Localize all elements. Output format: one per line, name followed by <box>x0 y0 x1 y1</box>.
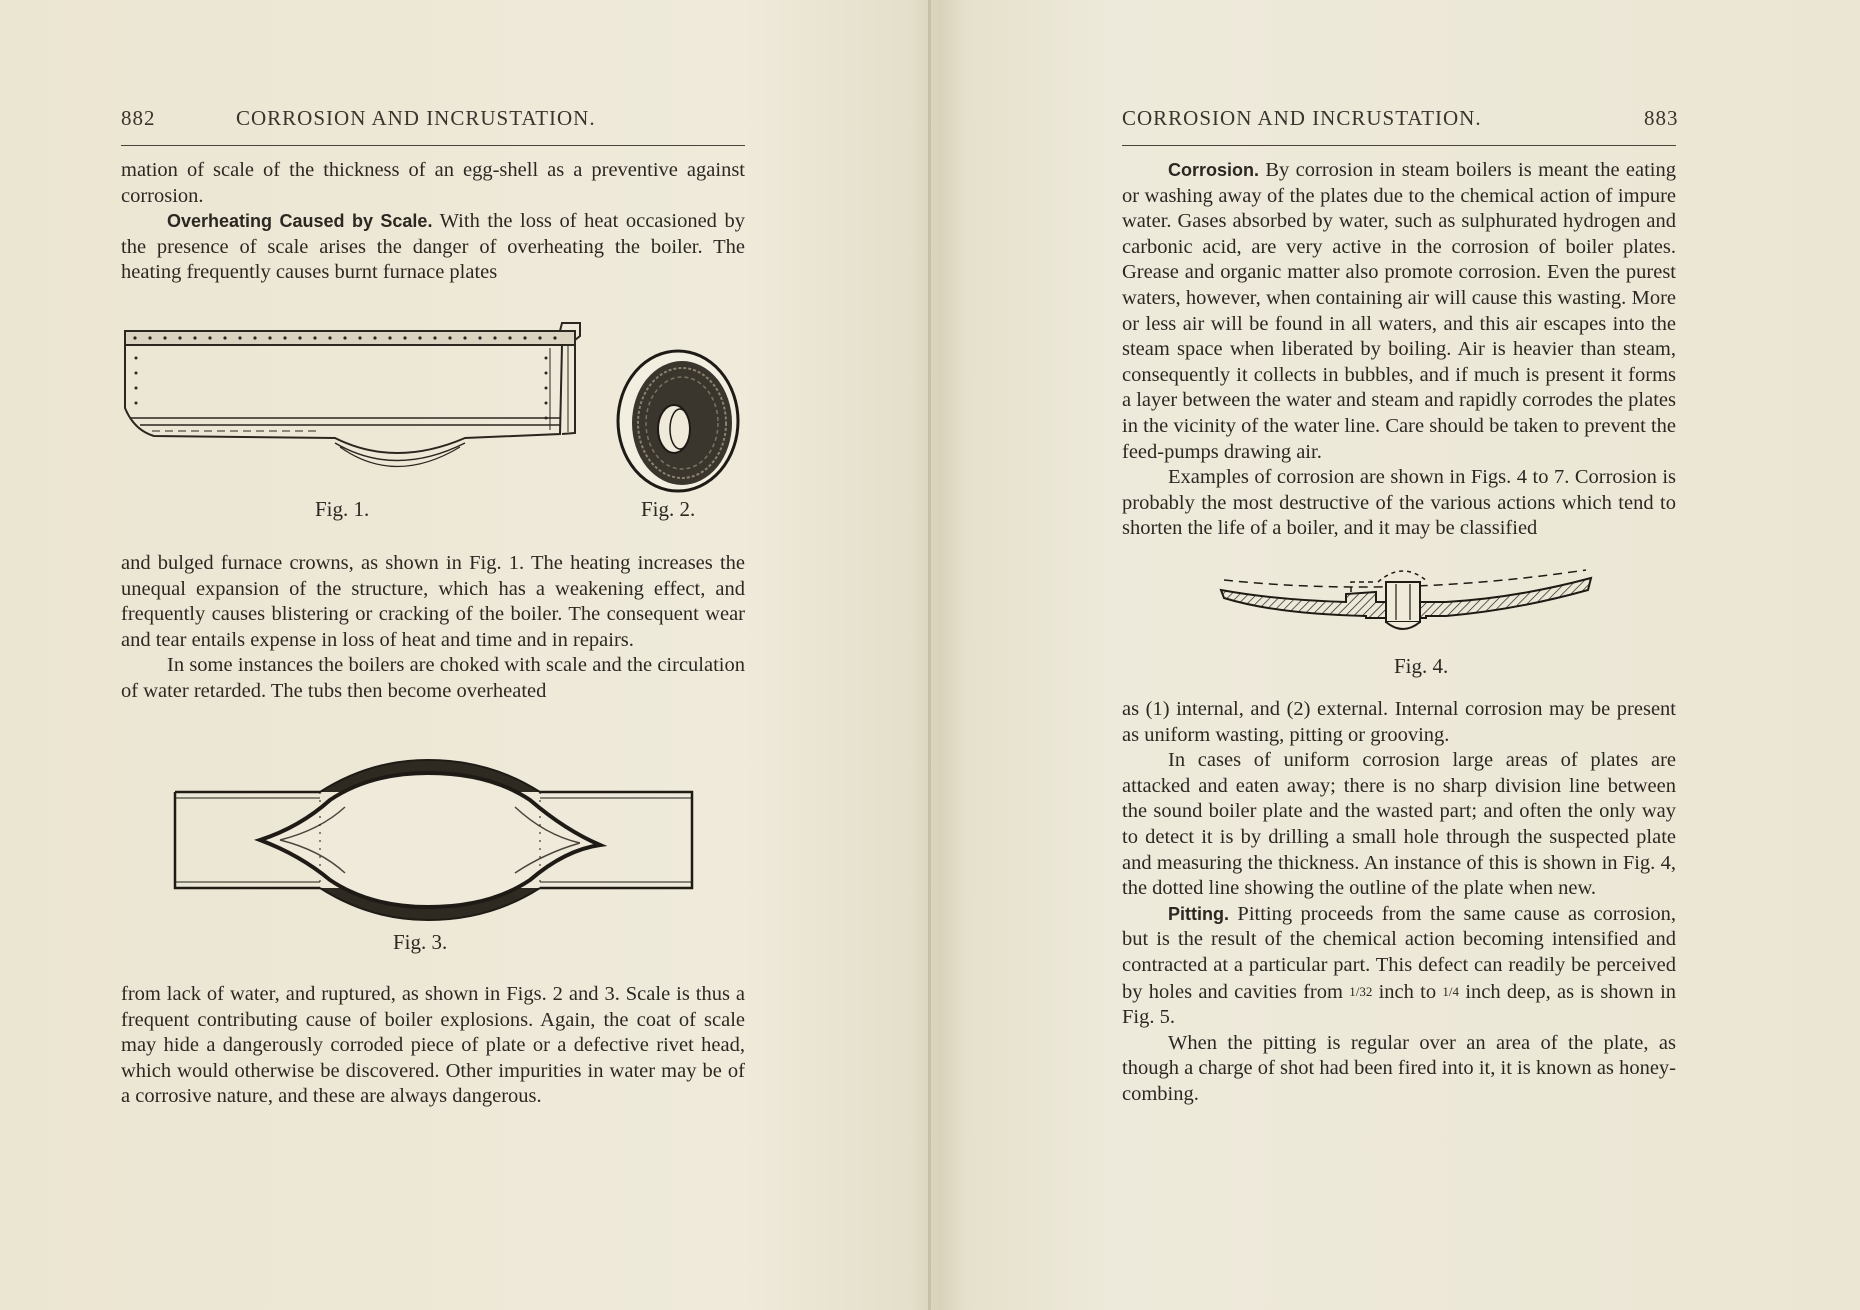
running-title: CORROSION AND INCRUSTATION. <box>1122 106 1482 130</box>
fraction: 1/4 <box>1442 983 1460 999</box>
run-in-heading: Overheating Caused by Scale. <box>167 211 433 232</box>
paragraph: When the pitting is regular over an area of the plate, as though a charge of shot had been fired into it, it is known as honey-combing. <box>1122 1031 1676 1105</box>
paragraph: from lack of water, and ruptured, as shown in Figs. 2 and 3. Scale is thus a frequent contributing cause of boiler explosions. Again, the coat of scale may hide a dangerously corroded piece of plate or a defective rivet head, which would otherwise be discovered. Other impurities in water may be of a corrosive nature, and these are always dangerous. <box>121 983 745 1108</box>
text-block-2 <box>1122 697 1676 1108</box>
paragraph: In some instances the boilers are choked with scale and the circulation of water retarded. The tubs then become overheated <box>121 654 745 702</box>
paragraph-text: By corrosion in steam boilers is meant the eating or washing away of the plates due to the chemical action of impure water. Gases absorbed by water, such as sulphurated hydrogen and carbonic acid, are very active in the corrosion of boiler plates. Grease and organic matter also promote corrosion. Even the purest waters, however, when containing air will cause this wasting. More or less air will be found in all waters, and this air escapes into the steam space when liberated by boiling. Air is heavier than steam, consequently it collects in bubbles, and if much is present it forms a layer between the water and steam and rapidly corrodes the plates in the vicinity of the water line. Care should be taken to prevent the feed-pumps drawing air. <box>1122 159 1676 463</box>
text-block-1 <box>121 158 745 286</box>
text-block-2 <box>121 551 745 705</box>
figure-1-caption: Fig. 1. <box>315 497 370 521</box>
paragraph <box>1122 902 1676 1031</box>
figure-1-furnace-crown <box>120 318 590 498</box>
paragraph: as (1) internal, and (2) external. Internal corrosion may be present as uniform wasting, pitting or grooving. <box>1122 698 1676 746</box>
figure-2-ruptured-tube <box>612 345 744 497</box>
right-page-header <box>1122 106 1682 136</box>
header-rule <box>1122 145 1676 146</box>
paragraph <box>121 209 745 286</box>
run-in-heading: Corrosion. <box>1168 160 1260 180</box>
paragraph: In cases of uniform corrosion large areas of plates are attacked and eaten away; there is no sharp division line between the sound boiler plate and the wasted part; and often the only way to detect it is by drilling a small hole through the suspected plate and measuring the thickness. An instance of this is shown in Fig. 4, the dotted line showing the outline of the plate when new. <box>1122 749 1676 900</box>
paragraph <box>1122 158 1676 465</box>
paragraph: and bulged furnace crowns, as shown in Fig. 1. The heating increases the unequal expansion of the structure, which has a weakening effect, and frequently causes blistering or cracking of the boiler. The consequent wear and tear entails expense in loss of heat and time and in repairs. <box>121 552 745 651</box>
figure-4-caption: Fig. 4. <box>1394 654 1449 678</box>
text-block-3 <box>121 982 745 1110</box>
header-rule <box>121 145 745 146</box>
running-title: CORROSION AND INCRUSTATION. <box>236 106 596 130</box>
paragraph-text: inch deep, as is shown in Fig. 5. <box>1122 980 1677 1029</box>
right-page <box>931 0 1860 1310</box>
page-number: 883 <box>1644 106 1679 130</box>
fraction: 1/32 <box>1349 983 1373 999</box>
paragraph-text: Pitting proceeds from the same cause as corrosion, but is the result of the chemical action becoming intensified and contracted at a particular part. This defect can readily be perceived by holes and cavities from <box>1122 902 1677 1003</box>
run-in-heading: Pitting. <box>1168 903 1229 924</box>
text-block-1 <box>1122 158 1676 542</box>
left-page-header <box>121 106 749 136</box>
left-page <box>0 0 928 1310</box>
page-number: 882 <box>121 106 156 130</box>
figure-4-corroded-plate <box>1216 558 1596 644</box>
paragraph: Examples of corrosion are shown in Figs. 4 to 7. Corrosion is probably the most destructive of the various actions which tend to shorten the life of a boiler, and it may be classified <box>1122 466 1676 540</box>
figure-2-caption: Fig. 2. <box>641 497 696 521</box>
paragraph: mation of scale of the thickness of an egg-shell as a preventive against corrosion. <box>121 159 745 207</box>
figure-3-ruptured-tube-side <box>170 755 700 925</box>
paragraph-text: inch to <box>1378 980 1437 1003</box>
figure-3-caption: Fig. 3. <box>393 930 448 954</box>
paragraph-text: With the loss of heat occasioned by the presence of scale arises the danger of overheating the boiler. The heating frequently causes burnt furnace plates <box>121 210 745 284</box>
